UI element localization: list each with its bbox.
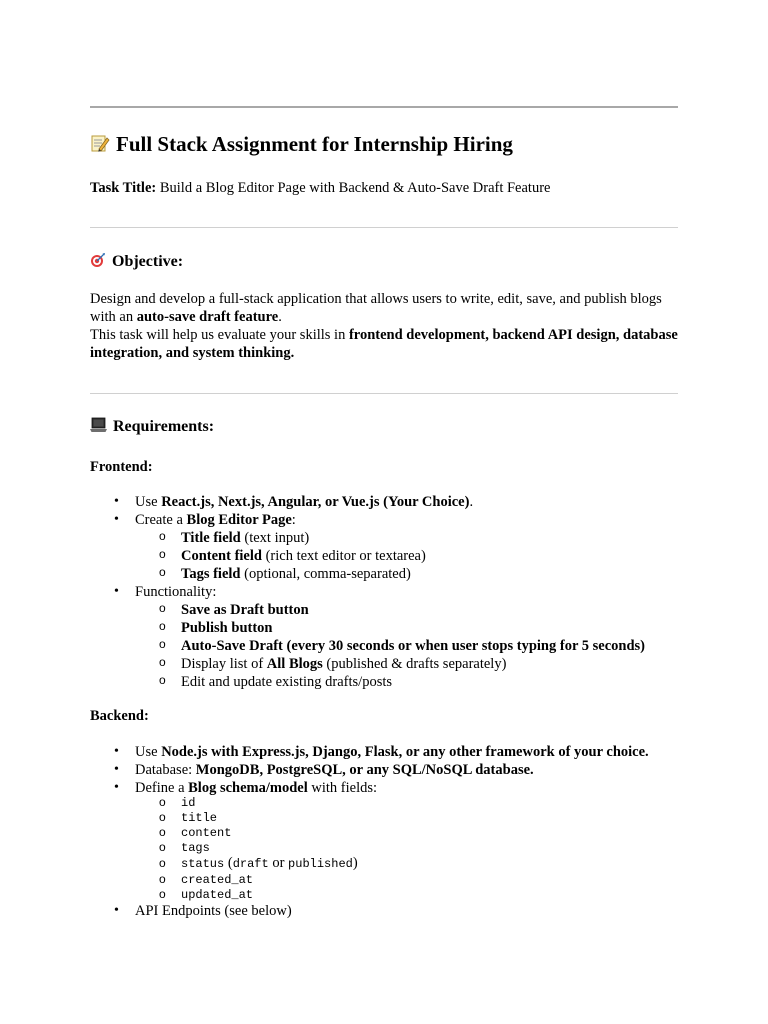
sub-list-item [135, 655, 678, 673]
item-bold: Blog schema/model [188, 780, 308, 796]
item-bold: Title field [181, 530, 241, 546]
laptop-icon [90, 417, 107, 439]
task-title-label: Task Title: [90, 180, 157, 196]
item-text: (rich text editor or textarea) [261, 548, 426, 564]
item-text: Functionality: [135, 584, 217, 600]
item-text: Use [135, 744, 162, 760]
title-block [90, 131, 513, 159]
objective-bold-2: frontend development, backend API design, database integration, and system thinking. [90, 327, 678, 361]
item-bold: Publish button [181, 620, 273, 636]
field-name: content [181, 826, 232, 840]
item-text-end: : [291, 512, 296, 528]
item-bold: Content field [181, 548, 262, 564]
schema-field [135, 795, 678, 810]
list-item [90, 511, 678, 583]
requirements-heading-block [90, 417, 214, 439]
editor-fields-list [135, 529, 678, 583]
backend-label: Backend: [90, 708, 149, 724]
target-icon [90, 252, 106, 274]
item-bold: Tags field [181, 566, 241, 582]
list-item [90, 583, 678, 691]
field-name: title [181, 811, 218, 825]
item-text-end: (published & drafts separately) [322, 656, 507, 672]
sub-list-item [135, 619, 678, 637]
frontend-label: Frontend: [90, 459, 153, 475]
item-text: Define a [135, 780, 189, 796]
field-text: ( [224, 855, 233, 871]
field-name: id [181, 796, 196, 810]
field-text: ) [352, 855, 358, 871]
list-item [90, 493, 678, 511]
item-text: Display list of [181, 656, 267, 672]
functionality-list [135, 601, 678, 691]
item-bold: Auto-Save Draft (every 30 seconds or when user stops typing for 5 seconds) [181, 638, 645, 654]
field-name: tags [181, 841, 210, 855]
sub-list-item [135, 637, 678, 655]
task-title-text: Build a Blog Editor Page with Backend & Auto-Save Draft Feature [156, 180, 551, 196]
objective-bold: auto-save draft feature [136, 309, 279, 325]
item-text-end: with fields: [307, 780, 378, 796]
item-text: Use [135, 494, 162, 510]
backend-list [90, 743, 678, 920]
item-bold: MongoDB, PostgreSQL, or any SQL/NoSQL database. [195, 762, 534, 778]
item-bold: React.js, Next.js, Angular, or Vue.js (Your Choice) [161, 494, 470, 510]
schema-field [135, 810, 678, 825]
top-divider [90, 106, 678, 108]
schema-fields-list [135, 795, 678, 902]
field-text: or [268, 855, 289, 871]
item-text: Database: [135, 762, 196, 778]
item-text: (optional, comma-separated) [240, 566, 411, 582]
schema-field [135, 887, 678, 902]
item-bold: All Blogs [266, 656, 323, 672]
memo-icon [90, 133, 110, 159]
item-text: Create a [135, 512, 187, 528]
item-text: (text input) [240, 530, 310, 546]
list-item [90, 779, 678, 902]
page-title: Full Stack Assignment for Internship Hiring [116, 132, 513, 156]
sub-list-item [135, 673, 678, 691]
divider [90, 393, 678, 394]
objective-text: Design and develop a full-stack application that allows users to write, edit, save, and publish blogs with an [90, 291, 662, 325]
sub-list-item [135, 601, 678, 619]
list-item [90, 761, 678, 779]
schema-field [135, 872, 678, 887]
objective-text-end: . [278, 309, 282, 325]
objective-heading: Objective: [112, 253, 184, 270]
sub-list-item [135, 529, 678, 547]
field-value: published [288, 857, 353, 871]
list-item [90, 902, 678, 920]
item-text: Edit and update existing drafts/posts [181, 674, 393, 690]
item-text-end: . [469, 494, 474, 510]
list-item [90, 743, 678, 761]
objective-paragraph [90, 290, 678, 362]
item-bold: Node.js with Express.js, Django, Flask, or any other framework of your choice. [161, 744, 649, 760]
objective-text-2: This task will help us evaluate your skills in [90, 327, 349, 343]
field-value: draft [232, 857, 269, 871]
field-name: created_at [181, 873, 254, 887]
field-name: status [181, 857, 225, 871]
requirements-heading: Requirements: [113, 418, 215, 435]
objective-heading-block [90, 252, 183, 274]
schema-field [135, 825, 678, 840]
field-name: updated_at [181, 888, 254, 902]
schema-field [135, 855, 678, 872]
sub-list-item [135, 547, 678, 565]
divider [90, 227, 678, 228]
sub-list-item [135, 565, 678, 583]
schema-field [135, 840, 678, 855]
item-bold: Save as Draft button [181, 602, 309, 618]
item-text: API Endpoints (see below) [135, 903, 292, 919]
task-title-line [90, 179, 550, 197]
frontend-list [90, 493, 678, 691]
item-bold: Blog Editor Page [186, 512, 292, 528]
